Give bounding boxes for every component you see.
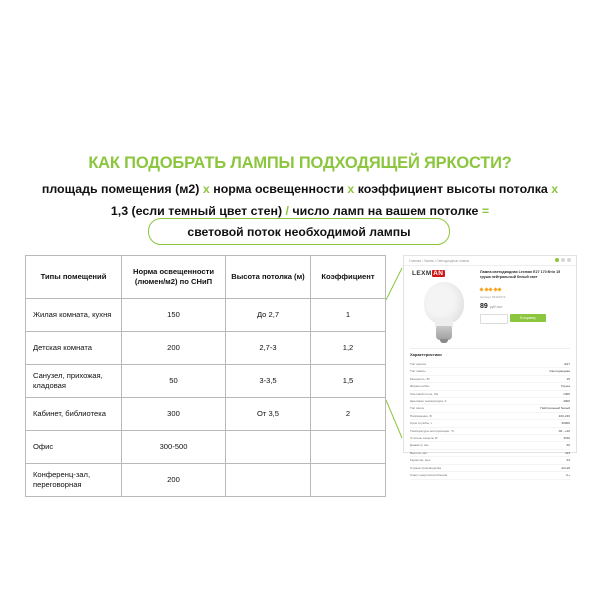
- product-title: Лампа светодиодная Lexman E27 170 Вт/л 15 груша нейтральный белый свет: [480, 270, 561, 279]
- cell-coefficient: 1,2: [311, 332, 386, 365]
- table-header-ceiling-height: Высота потолка (м): [226, 256, 311, 299]
- spec-row: [410, 420, 570, 427]
- cell-coefficient: [311, 431, 386, 464]
- table-header-room-type: Типы помещений: [26, 256, 122, 299]
- spec-value: Груша: [561, 384, 570, 389]
- spec-key: Мощность, Вт: [410, 376, 430, 381]
- formula-part-norm: норма освещенности: [213, 182, 344, 196]
- cell-room-type: Офис: [26, 431, 122, 464]
- cell-norm: 150: [122, 299, 226, 332]
- spec-row: [410, 376, 570, 383]
- cell-room-type: Детская комната: [26, 332, 122, 365]
- cell-height: [226, 464, 311, 497]
- lighting-norms-table: [25, 255, 385, 497]
- table-row: [26, 332, 386, 365]
- formula-operator-2: х: [347, 182, 355, 196]
- cell-height: От 3,5: [226, 398, 311, 431]
- spec-key: Страна производства: [410, 465, 442, 470]
- divider: [410, 348, 570, 349]
- formula-operator-3: х: [551, 182, 559, 196]
- formula-operator-1: х: [202, 182, 210, 196]
- cell-height: 3-3,5: [226, 365, 311, 398]
- cell-norm: 300-500: [122, 431, 226, 464]
- spec-key: Тип света: [410, 406, 424, 411]
- spec-row: [410, 413, 570, 420]
- spec-value: 24: [566, 458, 570, 463]
- table-row: [26, 464, 386, 497]
- spec-key: Тип лампы: [410, 369, 426, 374]
- star-icon: [488, 287, 492, 291]
- formula-part-coefficient: коэффициент высоты потолка: [357, 182, 548, 196]
- spec-key: Диаметр, мм: [410, 443, 429, 448]
- spec-row: [410, 398, 570, 405]
- add-to-cart-button[interactable]: В корзину: [510, 314, 546, 322]
- spec-value: Китай: [561, 465, 570, 470]
- cell-coefficient: 2: [311, 398, 386, 431]
- spec-value: 60: [566, 443, 570, 448]
- cell-room-type: Кабинет, библиотека: [26, 398, 122, 431]
- cell-norm: 200: [122, 464, 226, 497]
- spec-value: 30000: [561, 421, 570, 426]
- lamp-base: [436, 326, 452, 340]
- spec-key: Температура эксплуатации, °C: [410, 428, 455, 433]
- page-title: КАК ПОДОБРАТЬ ЛАМПЫ ПОДХОДЯЩЕЙ ЯРКОСТИ?: [88, 154, 512, 173]
- spec-key: Напряжение, В: [410, 413, 432, 418]
- spec-key: Класс энергопотребления: [410, 473, 448, 478]
- brand-mark: AN: [433, 270, 444, 277]
- brand-logo: [412, 270, 445, 277]
- spec-value: 15: [566, 376, 570, 381]
- table-row: [26, 431, 386, 464]
- spec-key: Форма колбы: [410, 384, 430, 389]
- spec-row: [410, 450, 570, 457]
- cell-norm: 300: [122, 398, 226, 431]
- quantity-stepper[interactable]: [480, 314, 508, 324]
- cell-height: До 2,7: [226, 299, 311, 332]
- spec-row: [410, 442, 570, 449]
- spec-value: 1300: [563, 391, 570, 396]
- spec-value: A+: [566, 473, 570, 478]
- spec-value: IP20: [563, 436, 570, 441]
- cell-norm: 200: [122, 332, 226, 365]
- spec-row: [410, 472, 570, 479]
- spec-key: Цветовая температура, К: [410, 399, 447, 404]
- rating-stars: [480, 288, 501, 291]
- specs-list: [410, 361, 570, 480]
- price-value: 89: [480, 303, 488, 310]
- spec-value: 220-240: [558, 413, 570, 418]
- product-price: [480, 303, 503, 310]
- table-header-norm: Норма освещенности (люмен/м2) по СНиП: [122, 256, 226, 299]
- cell-coefficient: [311, 464, 386, 497]
- spec-value: Нейтральный белый: [540, 406, 570, 411]
- spec-row: [410, 465, 570, 472]
- formula-part-dark-walls: 1,3 (если темный цвет стен): [110, 204, 283, 218]
- cell-room-type: Жилая комната, кухня: [26, 299, 122, 332]
- spec-row: [410, 368, 570, 375]
- spec-value: E27: [564, 362, 570, 366]
- spec-value: 4000: [563, 399, 570, 404]
- table-row: [26, 299, 386, 332]
- formula-line: [22, 178, 578, 222]
- cell-coefficient: 1: [311, 299, 386, 332]
- table-row: [26, 365, 386, 398]
- formula-part-area: площадь помещения (м2): [41, 182, 200, 196]
- spec-row: [410, 435, 570, 442]
- formula-result-label: световой поток необходимой лампы: [187, 224, 411, 239]
- specs-heading: Характеристики: [410, 352, 442, 357]
- lamp-image: [422, 282, 466, 342]
- formula-operator-5: =: [481, 204, 490, 218]
- dot-icon: [567, 258, 571, 262]
- spec-key: Гарантия, мес.: [410, 458, 432, 463]
- product-article: Артикул 82394472: [480, 295, 506, 299]
- cell-room-type: Санузел, прихожая, кладовая: [26, 365, 122, 398]
- formula-result-box: [148, 218, 450, 245]
- spec-key: Степень защиты IP: [410, 436, 438, 441]
- dot-icon: [561, 258, 565, 262]
- table-header-coefficient: Коэффициент: [311, 256, 386, 299]
- table-row: [26, 398, 386, 431]
- spec-value: -30...+40: [557, 428, 570, 433]
- spec-row: [410, 383, 570, 390]
- spec-value: 113: [565, 450, 570, 455]
- product-card-screenshot: [403, 255, 577, 478]
- spec-value: Светодиодная: [549, 369, 570, 374]
- table-header-row: [26, 256, 386, 299]
- spec-row: [410, 428, 570, 435]
- cell-coefficient: 1,5: [311, 365, 386, 398]
- spec-row: [410, 391, 570, 398]
- dot-icon: [555, 258, 559, 262]
- spec-key: Высота, мм: [410, 450, 427, 455]
- spec-key: Срок службы, ч: [410, 421, 433, 426]
- spec-key: Тип цоколя: [410, 362, 426, 366]
- cell-room-type: Конференц-зал, переговорная: [26, 464, 122, 497]
- breadcrumb: Главная / Лампы / Светодиодные лампы: [409, 258, 470, 263]
- star-icon: [497, 287, 501, 291]
- spec-key: Световой поток, Лм: [410, 391, 439, 396]
- brand-text: LEXM: [412, 270, 432, 277]
- spec-row: [410, 405, 570, 412]
- cell-height: [226, 431, 311, 464]
- spec-row: [410, 361, 570, 368]
- spec-row: [410, 457, 570, 464]
- formula-operator-4: /: [285, 204, 289, 218]
- star-icon: [479, 287, 483, 291]
- cell-height: 2,7-3: [226, 332, 311, 365]
- price-unit: руб./шт.: [489, 305, 503, 309]
- formula-part-lamp-count: число ламп на вашем потолке: [292, 204, 479, 218]
- cell-norm: 50: [122, 365, 226, 398]
- card-status-dots: [555, 258, 571, 262]
